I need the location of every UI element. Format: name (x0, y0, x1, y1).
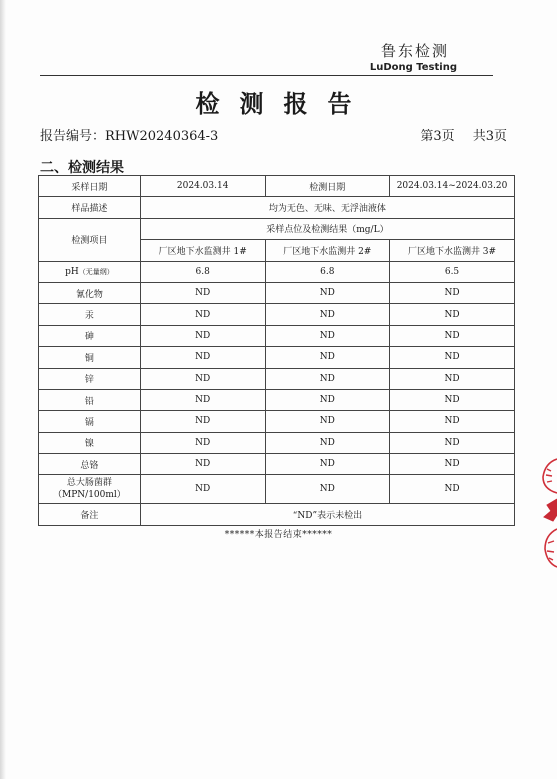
table-row (39, 197, 515, 218)
table-row (39, 261, 515, 282)
result-cell: ND (265, 347, 390, 368)
result-cell: ND (265, 454, 390, 475)
table-row (39, 304, 515, 325)
page-title: 检测报告 (195, 89, 372, 118)
result-cell: ND (265, 475, 390, 504)
testing-date-label: 检测日期 (265, 176, 390, 197)
item-name: 氰化物 (39, 282, 141, 303)
result-cell: ND (390, 475, 515, 504)
item-name: 铜 (39, 347, 141, 368)
item-name: 总铬 (39, 454, 141, 475)
sample-desc-value: 均为无色、无味、无浮油液体 (140, 197, 514, 218)
well-header-1: 厂区地下水监测井 1# (140, 240, 265, 261)
result-cell: 6.8 (140, 261, 265, 282)
result-cell: ND (265, 389, 390, 410)
result-cell: ND (265, 432, 390, 453)
table-row (39, 218, 515, 239)
result-cell: ND (390, 347, 515, 368)
table-row (39, 176, 515, 197)
result-cell: ND (390, 368, 515, 389)
result-cell: ND (390, 411, 515, 432)
result-cell: ND (265, 411, 390, 432)
result-cell: ND (140, 432, 265, 453)
item-name: 镉 (39, 411, 141, 432)
result-cell: ND (140, 389, 265, 410)
result-cell: ND (390, 389, 515, 410)
table-row (39, 432, 515, 453)
well-header-2: 厂区地下水监测井 2# (265, 240, 390, 261)
result-cell: ND (140, 347, 265, 368)
seal-stamp-fragment (531, 455, 557, 575)
table-row (39, 389, 515, 410)
result-cell: ND (265, 368, 390, 389)
result-cell: ND (390, 282, 515, 303)
result-cell: ND (390, 432, 515, 453)
header-divider (40, 75, 493, 76)
table-row (39, 475, 515, 504)
result-cell: ND (140, 282, 265, 303)
table-row (39, 411, 515, 432)
results-header: 采样点位及检测结果（mg/L） (140, 218, 514, 239)
item-label: 检测项目 (39, 218, 141, 261)
result-cell: ND (265, 282, 390, 303)
result-cell: ND (390, 454, 515, 475)
item-name: 汞 (39, 304, 141, 325)
remark-value: “ND”表示未检出 (140, 504, 514, 525)
well-header-3: 厂区地下水监测井 3# (390, 240, 515, 261)
page-indicator: 第3页 共3页 (420, 129, 507, 144)
result-cell: ND (265, 304, 390, 325)
table-row (39, 347, 515, 368)
item-name-coliform: 总大肠菌群 （MPN/100ml） (39, 475, 141, 504)
result-cell: ND (390, 325, 515, 346)
result-cell: ND (265, 325, 390, 346)
table-row (39, 282, 515, 303)
item-name: pH（无量纲） (39, 261, 141, 282)
results-table (38, 175, 515, 526)
item-name: 铅 (39, 389, 141, 410)
table-row (39, 368, 515, 389)
remark-label: 备注 (39, 504, 141, 525)
item-name: 镍 (39, 432, 141, 453)
sampling-date-label: 采样日期 (39, 176, 141, 197)
result-cell: 6.8 (265, 261, 390, 282)
section-title: 二、检测结果 (40, 160, 124, 176)
table-row (39, 504, 515, 525)
item-name: 砷 (39, 325, 141, 346)
result-cell: ND (140, 325, 265, 346)
testing-date-value: 2024.03.14~2024.03.20 (390, 176, 515, 197)
table-row (39, 325, 515, 346)
report-number: 报告编号：RHW20240364-3 (40, 129, 219, 144)
sample-desc-label: 样品描述 (39, 197, 141, 218)
end-of-report-note: ******本报告结束****** (224, 530, 333, 540)
item-name: 锌 (39, 368, 141, 389)
result-cell: ND (140, 411, 265, 432)
company-name-cn: 鲁东检测 (380, 42, 449, 60)
result-cell: ND (140, 368, 265, 389)
table-row (39, 454, 515, 475)
result-cell: ND (140, 475, 265, 504)
result-cell: 6.5 (390, 261, 515, 282)
result-cell: ND (390, 304, 515, 325)
sampling-date-value: 2024.03.14 (140, 176, 265, 197)
company-name-en: LuDong Testing (369, 62, 457, 73)
result-cell: ND (140, 304, 265, 325)
result-cell: ND (140, 454, 265, 475)
